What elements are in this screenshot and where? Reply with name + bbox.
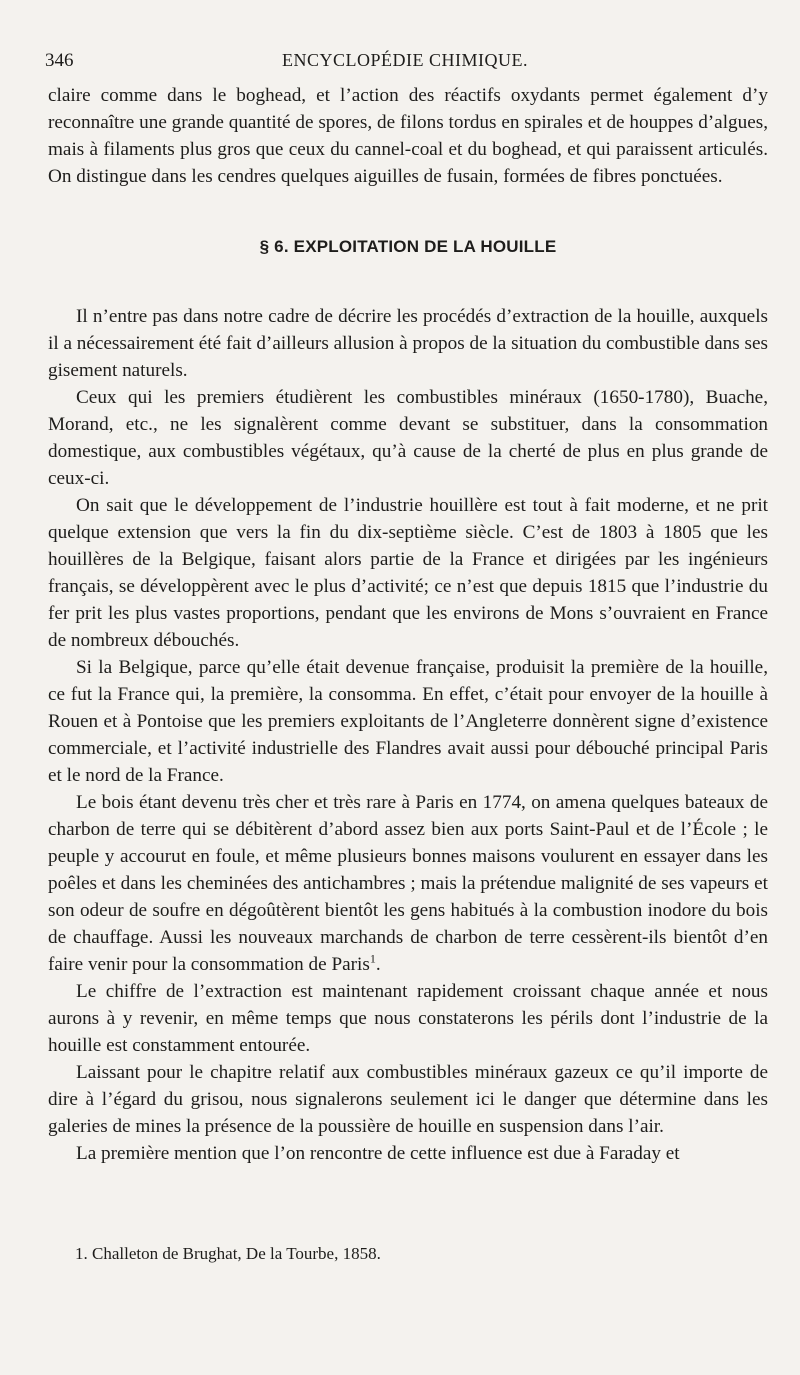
paragraph-text: Le bois étant devenu très cher et très rare à Paris en 1774, on amena quelques bateaux de charbon de terre qui se débitèrent d’abord assez bien aux ports Saint-Paul et de l’École ; le peuple y accourut en foule, et même plusieurs bonnes maisons voulurent en essayer dans les poêles et dans les cheminées des antichambres ; mais la prétendue malignité de ses vapeurs et son odeur de soufre en dégoûtèrent bientôt les gens habitués à la combustion inodore du bois de chauffage. Aussi les nouveaux marchands de charbon de terre cessèrent-ils bientôt d’en faire venir pour la consommation de Paris (48, 792, 768, 975)
paragraph: La première mention que l’on rencontre de cette influence est due à Faraday et (76, 1143, 680, 1164)
paragraph: Laissant pour le chapitre relatif aux combustibles minéraux gazeux ce qu’il importe de dire à l’égard du grisou, nous signalerons seulement ici le danger que détermine dans les galeries de mines la présence de la poussière de houille en suspension dans l’air. (48, 1062, 768, 1137)
paragraph: Ceux qui les premiers étudièrent les combustibles minéraux (1650-1780), Buache, Morand, etc., ne les signalèrent comme devant se substituer, dans la consommation domestique, aux combustibles végétaux, qu’à cause de la cherté de plus en plus grande de ceux-ci. (48, 387, 768, 489)
body-text (48, 82, 768, 1167)
running-header (45, 50, 765, 78)
paragraph: Il n’entre pas dans notre cadre de décrire les procédés d’extraction de la houille, auxquels il a nécessairement été fait d’ailleurs allusion à propos de la situation du combustible dans ses gisement naturels. (48, 306, 768, 381)
paragraph-with-footnote: Le bois étant devenu très cher et très rare à Paris en 1774, on amena quelques bateaux de charbon de terre qui se débitèrent d’abord assez bien aux ports Saint-Paul et de l’École ; le peuple y accourut en foule, et même plusieurs bonnes maisons voulurent en essayer dans les poêles et dans les cheminées des antichambres ; mais la prétendue malignité de ses vapeurs et son odeur de soufre en dégoûtèrent bientôt les gens habitués à la combustion inodore du bois de chauffage. Aussi les nouveaux marchands de charbon de terre cessèrent-ils bientôt d’en faire venir pour la consommation de Paris$^1$. (48, 792, 768, 975)
paragraph: On sait que le développement de l’industrie houillère est tout à fait moderne, et ne prit quelque extension que vers la fin du dix-septième siècle. C’est de 1803 à 1805 que les houillères de la Belgique, faisant alors partie de la France et dirigées par les ingénieurs français, se développèrent avec le plus d’activité; ce n’est que depuis 1815 que l’industrie du fer prit les plus vastes proportions, pendant que les environs de Mons s’ouvraient en France de nombreux débouchés. (48, 495, 768, 651)
footnote: 1. Challeton de Brughat, De la Tourbe, 1858. (75, 1244, 381, 1263)
intro-paragraph: claire comme dans le boghead, et l’action des réactifs oxydants permet également d’y reconnaître une grande quantité de spores, de filons tordus en spirales et de houppes d’algues, mais à filaments plus gros que ceux du cannel-coal et du boghead, et qui paraissent articulés. On distingue dans les cendres quelques aiguilles de fusain, formées de fibres ponctuées. (48, 85, 768, 187)
paragraph: Le chiffre de l’extraction est maintenant rapidement croissant chaque année et nous aurons à y revenir, en même temps que nous constaterons les périls dont l’industrie de la houille est constamment entourée. (48, 981, 768, 1056)
section-heading: § 6. EXPLOITATION DE LA HOUILLE (259, 237, 557, 256)
paragraph: Si la Belgique, parce qu’elle était devenue française, produisit la première de la houille, ce fut la France qui, la première, la consomma. En effet, c’était pour envoyer de la houille à Rouen et à Pontoise que les premiers exploitants de l’Angleterre donnèrent signe d’existence commerciale, et l’activité industrielle des Flandres avait aussi pour débouché principal Paris et le nord de la France. (48, 657, 768, 786)
footnote-reference: 1 (369, 951, 376, 966)
running-title: ENCYCLOPÉDIE CHIMIQUE. (282, 50, 528, 70)
page-number: 346 (45, 50, 74, 71)
